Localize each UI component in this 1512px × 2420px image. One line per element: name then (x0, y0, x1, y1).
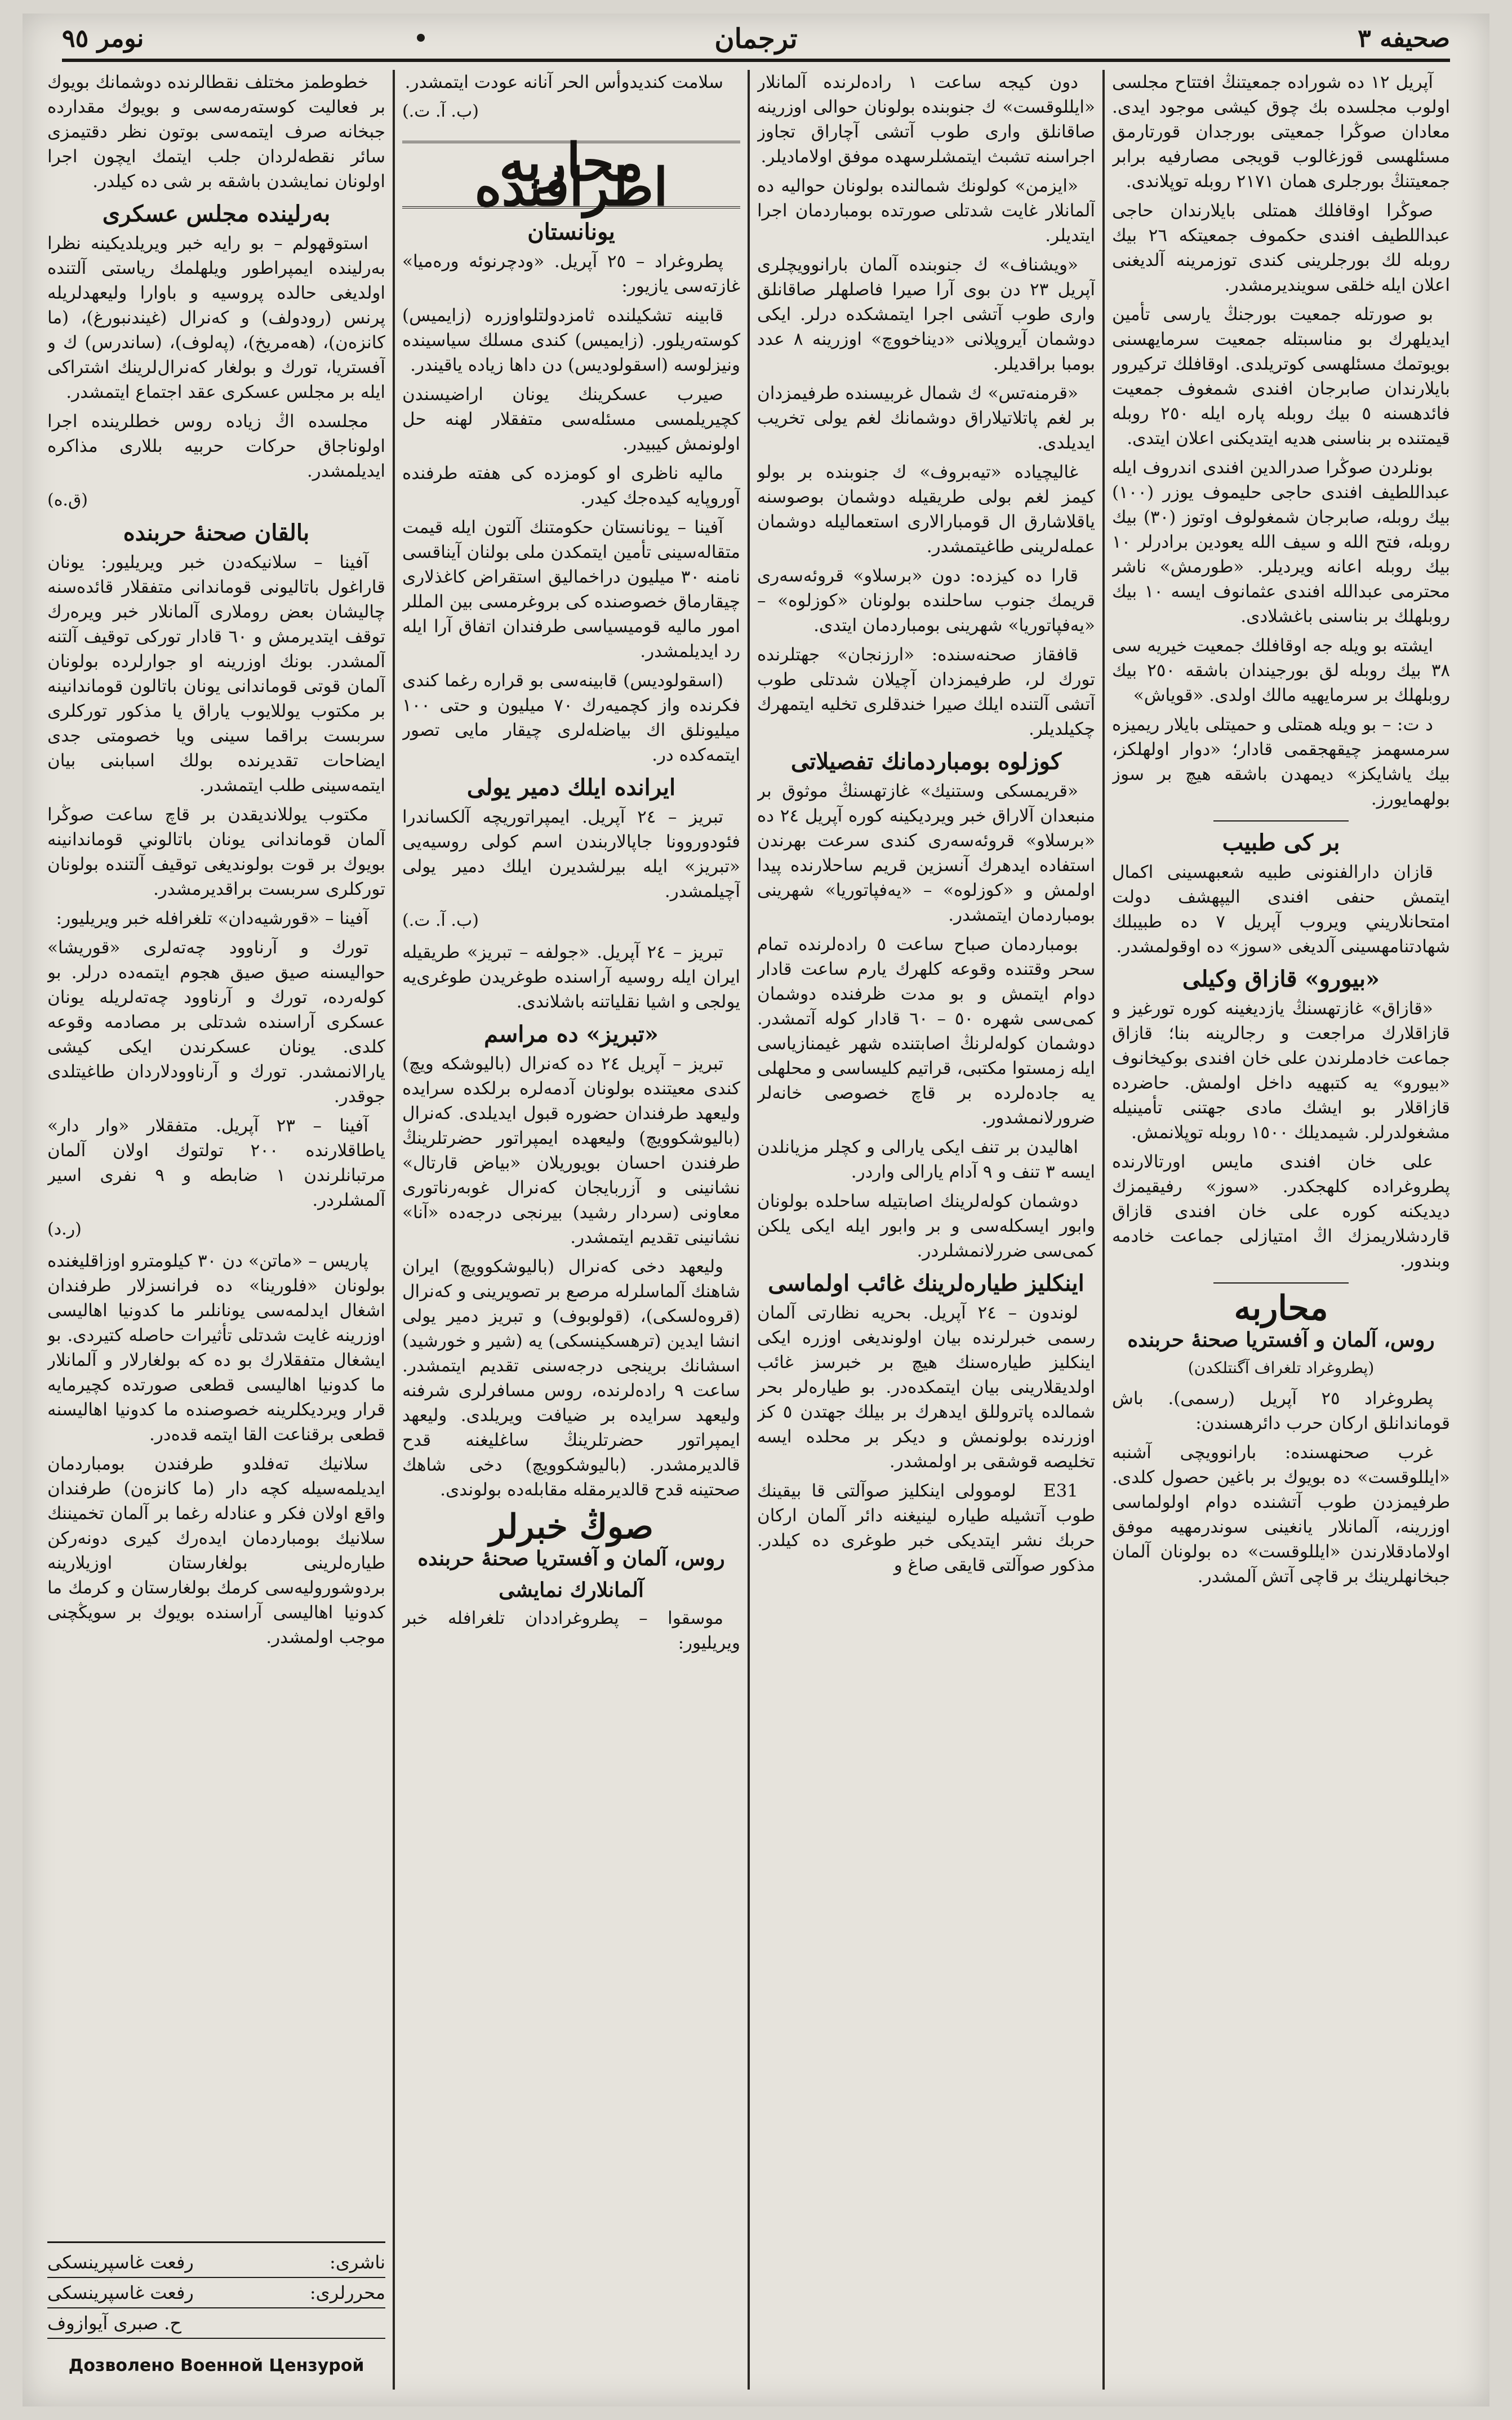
article-paragraph: لوندون – ٢٤ آپريل. بحريه نظارتى آلمان رسمى خبرلرنده بيان اولونديغى اوزره ايكى اينكليز طياره‌سنك هيچ بر خبرسز غائب اولديقلارينى بيان ايتمكده‌در. بو طياره‌لر بحر شمالده پاتروللق ايدهرك بر بيلك جهتدن ٥ كز اوزرنده بولونمش و ديكر بر محلده ايسه تخليصه قوشقى بر اولمشدر. (757, 1303, 1095, 1472)
article-paragraph: غرب صحنهسنده: بارانوويچى آشنبه «ايللوقست» ده بويوك بر باغين حصول كلدى. طرفيمزدن طوب آتشنده دوام اولولماسى اوزرينه، آلمانلار يانغينى سوندرمهيه موفق اولامادقلارندن «ايللوقست» ده بولونان آلمان جبخانهلرينك بر قاچى آتش آلمشدر. (1112, 1442, 1450, 1587)
article-paragraph: تبريز – ٢٤ آپريل. ايمپراتوريچه آلكساندرا فئودوروونا جاپالاربندن اسم كولى روسيه‌يى «تبريز» ايله بيرلشديرن ايلك دمير يولى آچيلمشدر. (402, 807, 740, 902)
article-paragraph: سلانيك ته‌فلدو طرفندن بومباردمان ايديلمه‌سيله كچه دا‌ر (ما كانزه‌ن) طرفندان واقع اولان فكر و عنادله رغما بر آلمان تخميننك سلانيك بومباردمان ايده‌رك كيرى دونه‌ركن طياره‌لرينى بولغارستان اوزيلارينه بردوشوروليه‌سى كرمك بولغارستان و كرمك ما كدونيا اهاليسى آراسنده بويوك بر سويڭچنى موجب اولمشدر. (47, 1454, 385, 1648)
article-paragraph: اهاليدن بر تنف ايكى يارالى و كچلر مزيانلدن ايسه ٣ تنف و ٩ آدام يارالى واردر. (757, 1137, 1095, 1182)
article-paragraph: آفينا – «قورشيه‌دان» تلغرافله خبر ويريليور: (56, 908, 368, 929)
agency-signature: (ق.ه) (47, 490, 88, 510)
article-paragraph: بونلردن صوڭرا صدرالدين افندى اندروف ايله عبداللطيف افندى حاجى حليموف يوزر (١٠٠) بيك روبله، صابرجان شمغولوف اوتوز (٣٠) بيك روبله، فتح الله و سيف الله يعودين برادرلر ١٠ بيك روبله اعانه ويرديلر. «طورمش» ناشر محترمى عبدالله افندى عثمانوف ايسه ١٠ بيك روبلهلك بر بناسنى باغشلادى. (1112, 458, 1450, 627)
article-paragraph: دوشمان كوله‌لرينك اصابتيله ساحلده بولونان وابور ايسكله‌سى و بر وابور ايله ايكى يلكن كمى‌سى ضررلانمشلردر. (757, 1191, 1095, 1261)
masthead (62, 19, 1450, 62)
article-paragraph: صوڭرا اوقافلك همتلى بايلارندان حاجى عبداللطيف افندى حكموف جمعيتكه ٢٦ بيك روبله لك بورجلرينى كندى توزمرينه آلديغنى اعلان ايله خلقى سوينديرمشدر. (1112, 201, 1450, 295)
article-paragraph: ماليه ناظرى او كومزده كى هفته طرفنده آوروپايه كيده‌جك كيدر. (402, 463, 740, 508)
article-paragraph: آفينا – سلانيكەدن خبر ويريليور: يونان قاراغول باتاليونى قوماندانى متفقلار قائدە‌سنە چالیشان بعض روملارى آلمانلار خبر ويرەرك توقف ايتديرمش و ٦٠ قادار توركى توقيف آلتنه آلمشدر. بونك اوزرينه او جوارلرده بولونان آلمان قوتى قوماندانى يونان باتالون قوماندانينه بر مكتوب يوللايوب ياراق يا مذكور توركلرى سربست براقما سينى ويا خصومتى جدى ايضاحات تقديرنده بولك اسبابنى بيان ايتمەسينى طلب ايتمشدر. (47, 552, 385, 796)
article-paragraph: آفينا – ٢٣ آپريل. متفقلار «وار دار» ياطاقلارنده ٢٠٠ تولتوك اولان آلمان مرتبانلرندن ١ ضابطه و ٩ نفرى اسير آلمشلردر. (47, 1116, 385, 1210)
newspaper-page (23, 14, 1489, 2406)
article-paragraph: صيرب عسكرينك يونان اراضيسندن كچيريلمسى مسئله‌سى متفقلار لهنه حل اولونمش كيبيدر. (402, 384, 740, 454)
column-rule (1102, 70, 1105, 2390)
agency-signature: (ب. آ. ت.) (402, 101, 479, 121)
article-paragraph: تورك و آرناوود چه‌تەلرى «قوريشا» حواليسنە صيق صيق هجوم ايتمه‌ده درلر. بو كولەرده، تورك و آرناوود چه‌تەلريله يونان عسكرى آراسنده شدتلى بر مصادمه وقوعه كلدى. يونان عسكرندن ايكى كيشى يارالانمشدر. تورك و آرناوودلاردان طاغيتلدى جوقدر. (47, 938, 385, 1107)
article-paragraph: استوقهولم – بو رايه خبر ويريلديكينه نظرا به‌رلينده ايمپراطور ويلهلمك رياستى آلتنده اولديغى حالده پروسيه و باوارا وليعهدلريله پرنس (رودولف) و كه‌نرال (غيندنبورغ)، (ما كانزه‌ن)، (هه‌مريخ)، (پەلوف)، (ساندرس) ك و آفستريا، تورك و بولغار كه‌نرال‌لرينك اشتراكى ايله بر مجلس عسكرى عقد اجتماع ايتمشدر. (47, 233, 385, 402)
agency-signature: (ر.د) (47, 1219, 82, 1239)
credits-box (47, 2241, 385, 2339)
editors-row (47, 2278, 385, 2308)
publisher-label: ناشرى: (330, 2252, 385, 2273)
separator (1213, 1282, 1349, 1284)
submarine-text: لوموولى اينكليز صوآلتى قا بيقينك طوب آتشيله طياره لينيغنه دائر آلمان اركان حربك نشر ايتديكى خبر طوغرى ده كيلدر. مذكور صوآلتى قايقى صاغ و (757, 1481, 1095, 1575)
subheadline-front: روس، آلمان و آفستريا صحنهٔ حربنده (417, 1547, 725, 1570)
headline-missing-planes: اينكليز طياره‌لرينك غائب اولماسى (768, 1270, 1084, 1296)
issue-number-label: نومر ٩٥ (62, 24, 144, 53)
column-rule (393, 70, 395, 2390)
agency-credit: (پطروغراد تلغراف آگنتلكدن) (1188, 1358, 1375, 1377)
editor-note: د ت: – بو ويله همتلى و حميتلى بايلار ريميزه سرمسهمز چيقهجقمى قادار؛ «دوار اولهلكز، بيك ياشايكز» ديمهدن باشقه هيچ بر سوز بولهمايورز. (1112, 714, 1450, 809)
article-paragraph: (اسقولوديس) قابينه‌سى بو قراره رغما كندى فكرنده واز كچميه‌رك ٧٠ ميليون و حتى ١٠٠ ميليونلق اك بياضله‌لرى چيقار مايى تصور ايتمه‌كده در. (402, 671, 740, 765)
separator (1213, 820, 1349, 822)
headline-bureau-delegate: «بيورو» قازاق وكيلى (1182, 966, 1380, 992)
article-paragraph: آفينا – يونانستان حكومتنك آلتون ايله قيمت متقاله‌سينى تأمين ايتمكدن ملى بولنان آيناقسى نامنه ٣٠ ميليون دراخماليق استقراض كاغذلارى چيقارماق خصوصنده كى بروغرمسى بين المللر امور ماليه قوميسياسى طرفندان اتفاق آرا ايله رد ايديلمشدر. (402, 517, 740, 661)
subheadline-german-demo: آلمانلارك نمايشى (499, 1578, 644, 1602)
agency-signature: (ب. آ. ت.) (402, 911, 479, 930)
page-number-label: صحيفه ٣ (1358, 24, 1450, 53)
newspaper-title: ترجمان (714, 23, 798, 55)
editors-label: محررلرى: (309, 2282, 385, 2303)
article-paragraph: «قريمسكى وستنيك» غازتهسنڭ موثوق بر منبعدان آلاراق خبر ويرديكينه كوره آپريل ٢٤ ده «برسلاو» قروئەسەرى كندى سرعت بهرندن استفاده ايدهرك آنسزين قريم ساحلارنده پيدا اولمش و «كوزلوه» – «يه‌فپاتوريا» شهرينى بومباردمان ايتمشدر. (757, 781, 1095, 925)
masthead-ornament-dot (417, 34, 425, 42)
article-paragraph: ايشته بو ويله جه اوقافلك جمعيت خيريه سى ٣٨ بيك روبله لق بورجيندان باشقه ٢٥٠ بيك روبلهلك بر سرمايهيه مالك اولدى. «قوياش» (1112, 636, 1450, 705)
column-rule (748, 70, 750, 2390)
article-paragraph: «قازاق» غازتهسنڭ يازديغينه كوره تورغيز و قازاقلارك مراجعت و رجالرينه بنا؛ قازاق جماعت خادملرندن على خان افندى بوكيخانوف «بيورو» يه كتبهيه داخل اولمش. حاضرده قازاقلار بو ايشك مادى جهتنى تأمينيله مشغولدرلر. شيمديلك ١٥٠٠ روبله توپلانمش. (1112, 998, 1450, 1143)
column-2 (757, 70, 1095, 2390)
article-paragraph: موسقوا – پطروغراددان تلغرافله خبر ويريليور: (402, 1608, 740, 1653)
article-paragraph: قازان دارالفنونى طبيه شعبهسينى اكمال ايتمش حنفى افندى اليپهشف دولت امتحانلاريني ويروب آپريل ٧ ده طبيبلك شهادتنامهسينى آلديغى «سوز» ده اوقولمشدر. (1112, 862, 1450, 957)
headline-around-war: محاربه اطرافنده (402, 141, 740, 208)
article-paragraph (757, 1478, 1095, 1578)
article-paragraph: پاريس – «ماتن» دن ٣٠ كيلومترو اوزاقليغنده بولونان «فلورينا» ده فرانسزلار طرفندان اشغال ايدلمەسى يونانلىر ما كدونيا اهاليسى اوزرينه غايت شدتلى تأثيرات حاصله كتيردى. بو ايشغال متفقلارك بو ده كه بولغارلار و آلمانلار ما كدونيا اهاليسى قطعى صورتده كچيرمايه قرار ويرديكلرينه خصوصنده ما كدونيا اهاليسنه قطعى برقناعت القا ايتمه قده‌در. (47, 1251, 385, 1445)
headline-balkan-front: بالقان صحنهٔ حربنده (123, 519, 310, 546)
article-paragraph: مكتوب يوللانديقدن بر قاچ ساعت صوڭرا آلمان قوماندانى يونان باتالوني قوماندانينه بويوك بر قوت بولونديغى توقيف آلتنده بولونان توركلرى سربست براقديرمشدر. (47, 805, 385, 899)
article-paragraph: «ايزمن» كولونك شمالنده بولونان حواليه ده آلمانلار غايت شدتلى صورتده بومباردمان اجرا ايتديلر. (757, 176, 1095, 246)
article-paragraph: خطوطمز مختلف نقطالرنده دوشمانك بويوك بر فعاليت كوستەرمه‌سى و بويوك مقداردە جبخانه صرف ايتمه‌سى بوتون نظر دقتيمزى سائر نقطه‌لردان جلب ايتمك ايچون اجرا اولونان نمايشدن باشقه بر شى ده كيلدر. (47, 72, 385, 192)
headline-war: محاربه (1234, 1289, 1328, 1328)
article-paragraph: تبريز – آپريل ٢٤ ده كه‌نرال (باليوشكه ويچ) كندى معيتنده بولونان آدمه‌لره برلكده سرايده وليعهد طرفندان حضوره قبول ايديلدى. كه‌نرال (باليوشكوويچ) وليعهده ايمپراتور حضرتلرينڭ طرفندن احسان بويوريلان «بياض قارتال» نشانينى و آزربايجان كه‌نرال غوبه‌رناتورى معاونى (سردار رشيد) بيرنجى درجه‌ده «آنا» نشانينى تقديم ايتمشدر. (402, 1054, 740, 1247)
article-paragraph: سلامت كنديدوأس الحر آنانه عودت ايتمشدر. (404, 72, 723, 92)
article-paragraph: پطروغراد ٢٥ آپريل (رسمى). باش قوماندانلق اركان حرب دائرهسندن: (1112, 1388, 1450, 1433)
article-paragraph: قابينه تشكيلنده ثامزدولتلواوزره (زايميس) كوسته‌ريلور. (زايميس) كندى مسلك سياسينده ونيزلوسه (اسقولوديس) دن داها زياده ياقيندر. (402, 305, 740, 375)
headline-iran-railway: ايرانده ايلك دمير يولى (466, 774, 676, 801)
submarine-code: E31 (1043, 1481, 1079, 1501)
headline-kozlov-bombardment: كوزلوه بومباردمانك تفصيلاتى (790, 748, 1062, 775)
column-4 (47, 70, 385, 2390)
article-paragraph: تبريز – ٢٤ آپريل. «جولفه – تبريز» طريقيله ايران ايله روسيه آراسنده طوغريدن طوغرى‌يه يولجى و اشيا نقلياتنه باشلاندى. (402, 942, 740, 1012)
article-paragraph: على خان افندى مايس اورتالارنده پطروغراده كلهجكدر. «سوز» رفيقيمزك ديديكنه كوره على خان افندى قازاق قاردشلاريمزك اڭ امتيازلى جماعت خادمه وبندور. (1112, 1152, 1450, 1271)
article-paragraph: مجلسده اڭ زياده روس خطلرينده اجرا اولوناجاق حركات حربيه بللارى مذاكره ايديلمشدر. (47, 411, 385, 481)
subheadline-war-front: روس، آلمان و آفستريا صحنهٔ حربنده (1127, 1328, 1435, 1352)
article-paragraph: بو صورتله جمعيت بورجنڭ يارسى تأمين ايديلهرك بو مناسبتله جمعيت سرمايهسنى بويوتمك مسئلهسى كوتريلدى. اوقافلك تركيرور بايلارندان صابرجان افندى شمغوف جمعيت فائدهسنه ٥ بيك روبله پاره ايله ٢٥٠ روبله قيمتنده بر بناسنى هديه ايتديكنى اعلان ايتدى. (1112, 304, 1450, 449)
article-paragraph: قارا ده كيزده: دون «برسلاو» قروئەسەرى قريمك جنوب ساحلنده بولونان «كوزلوه» – «يه‌فپاتوريا» شهرينى بومباردمان ايتدى. (757, 566, 1095, 636)
column-3 (402, 70, 740, 2390)
article-paragraph: بومباردمان صباح ساعت ٥ راده‌لرنده تمام سحر وقتنده وقوعه كلهرك يارم ساعت قادار دوام ايتمش و بو مدت ظرفنده دوشمان كمى‌سى شهره ٥٠ – ٦٠ قادار كوله آتمشدر. دوشمان كوله‌لرنڭ اصابتنده شهر غيمنازياسى ايله زمستوا مكتبى، قراتيم كليساسى و محلهلى يه جاده‌لرده بر قاچ خصوصى خانه‌لر ضرورلانمشدور. (757, 934, 1095, 1128)
headline-berlin-council: به‌رلينده مجلس عسكرى (102, 201, 331, 227)
article-paragraph: دون كيجه ساعت ١ راده‌لرنده آلمانلار «ايللوقست» ك جنوبنده بولونان حوالى اوزرينه صاقانلق وارى طوب آتشى آچاراق تجاوز اجراسنه تشبث ايتمشلرسهده موفق اولاماديلر. (757, 72, 1095, 167)
publisher-name: رفعت غاسپرينسكى (47, 2252, 194, 2273)
article-paragraph: قافقاز صحنه‌سنده: «ارزنجان» جهتلرنده تورك لر، طرفيمزدان آچيلان شدتلى طوب آتشى آلتنده ايلك صيرا خندقلرى تخليه ايتمهرك چكيلديلر. (757, 645, 1095, 739)
article-paragraph: آپريل ١٢ ده شوراده جمعيتنڭ افتتاح مجلسى اولوب مجلسده بك چوق كيشى موجود ايدى. معادان صوڭرا جمعيتى بورجدان قورتارمق مسئلهسى قوزغالوب قويجى مصارفيه برابر جمعيتنڭ بورجلرى همان ٢١٧١ روبله توپلاندى. (1112, 72, 1450, 192)
headline-latest-news: صوڭ خبرلر (489, 1507, 653, 1547)
article-paragraph: وليعهد دخى كه‌نرال (باليوشكوويچ) ايران شاهنك آلماسلرله مرصع بر تصويرينى و كه‌نرال (قروه‌لسكى)، (قولوبوف) و تبريز دمير يولى انشا ايدين (ترهسكينسكى) يه (شير و خورشيد) اسشانك برينجى درجه‌سنى تقديم ايتمشدر. ساعت ٩ راده‌لرنده، روس مسافرلرى شرفنه وليعهد سرايده بر ضيافت ويريلدى. وليعهد ايمپراتور حضرتلرينڭ ساغليغنه قدح قالديرمشدر. (باليوشكوويچ) دخى شاهك صحتينه قدح قالديرمقله مقابله‌ده بولوندى. (402, 1256, 740, 1500)
columns-area (47, 70, 1450, 2390)
headline-greece: يونانستان (527, 219, 615, 245)
editor-name-2: ح. صبرى آيوازوف (47, 2312, 181, 2334)
publisher-row (47, 2248, 385, 2278)
editor-name-1: رفعت غاسپرينسكى (47, 2282, 194, 2303)
editors-row-2 (47, 2308, 385, 2339)
article-paragraph: «ويشناف» ك جنوبنده آلمان بارانوويچلرى آپريل ٢٣ دن بوى آرا صيرا فاصلهلر صاقانلق وارى طوب آتشى اجرا ايتمشكده درلر. ايكى دوشمان آيروپلانى «ديناخووچ» اوزرينه ٨ عدد بومبا براقديلر. (757, 255, 1095, 374)
article-paragraph: غاليچياده «تيه‌بروف» ك جنوبنده بر بولو كيمز لغم بولى طريقيله دوشمان بوصوسنه ياقلاشارق ال قومبارالارى استعماليله دوشمان عمله‌لرينى طاغيتمشدر. (757, 462, 1095, 557)
article-paragraph: «قرمنه‌تس» ك شمال غربيسنده طرفيمزدان بر لغم پاتلاتيلاراق دوشمانك لغم يولى تخريب ايديلدى. (757, 383, 1095, 453)
article-paragraph: پطروغراد – ٢٥ آپريل. «ودچرنوئه وره‌ميا» غازته‌سى يازيور: (402, 251, 740, 296)
censor-approval: Дозволено Военной Цензурой (68, 2356, 364, 2375)
column-1 (1112, 70, 1450, 2390)
headline-tabriz-ceremony: «تبريز» ده مراسم (484, 1021, 659, 1047)
headline-new-doctor: بر كى طبيب (1222, 829, 1340, 856)
